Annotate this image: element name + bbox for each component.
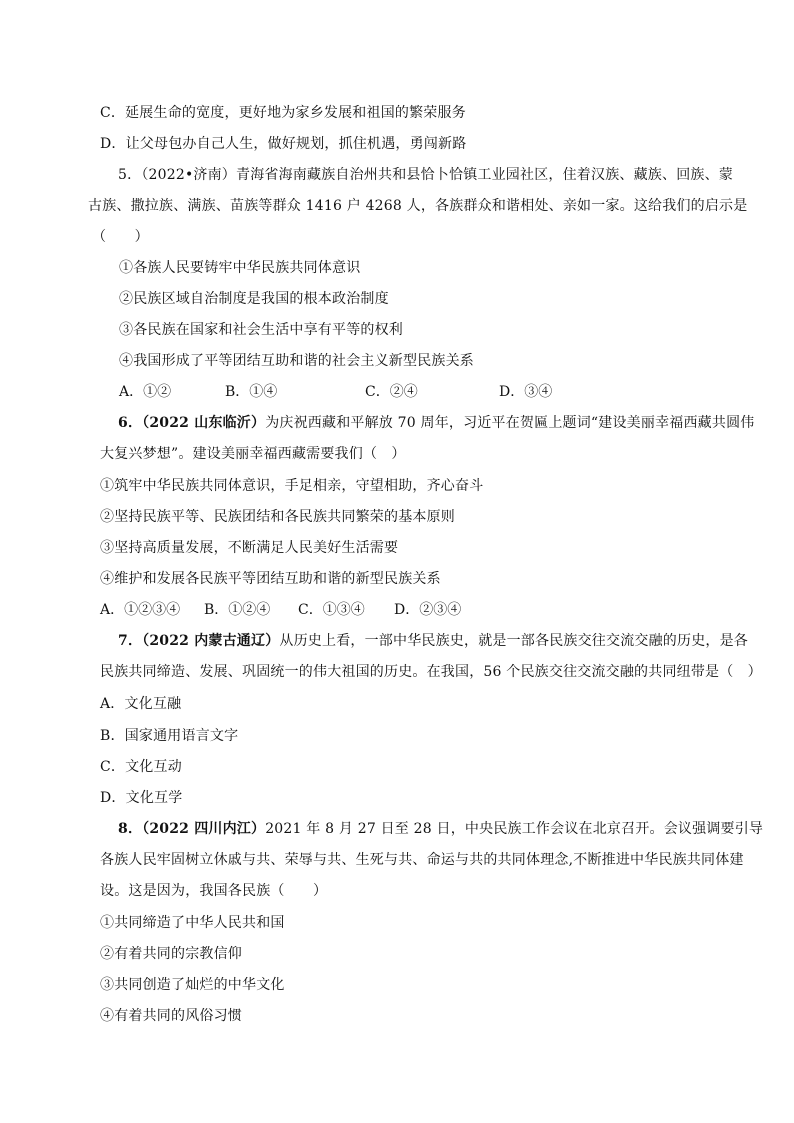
q8-stem-text1: 2021 年 8 月 27 日至 28 日，中央民族工作会议在北京召开。会议强调要引导 (265, 821, 764, 837)
q4-option-c: C．延展生命的宽度，更好地为家乡发展和祖国的繁荣服务 (100, 105, 466, 121)
q8-item-1: ①共同缔造了中华人民共和国 (100, 915, 285, 931)
q5-item-1: ①各族人民要铸牢中华民族共同体意识 (119, 260, 361, 276)
q7-stem-line1 (118, 632, 748, 650)
q5-stem-line3: （ ） (92, 229, 149, 245)
q8-number: 8． (118, 821, 143, 837)
q8-source: （2022 四川内江） (142, 821, 266, 837)
q5-stem-text1: 青海省海南藏族自治州共和县恰卜恰镇工业园社区，住着汉族、藏族、回族、蒙 (236, 167, 733, 183)
q6-item-2: ②坚持民族平等、民族团结和各民族共同繁荣的基本原则 (100, 509, 455, 525)
q5-option-b: B．①④ (225, 384, 278, 400)
q7-stem-line2: 民族共同缔造、发展、巩固统一的伟大祖国的历史。在我国，56 个民族交往交流交融的共同纽带是（ ） (100, 664, 762, 680)
q7-option-b: B．国家通用语言文字 (100, 728, 239, 744)
q7-number: 7． (118, 633, 143, 649)
q6-number: 6． (118, 415, 143, 431)
q5-item-3: ③各民族在国家和社会生活中享有平等的权利 (119, 322, 403, 338)
q5-option-d: D．③④ (499, 384, 553, 400)
q4-option-d: D．让父母包办自己人生，做好规划，抓住机遇，勇闯新路 (100, 136, 467, 152)
q8-stem-line2: 各族人民牢固树立休戚与共、荣辱与共、生死与共、命运与共的共同体理念,不断推进中华民族共同体建 (100, 852, 744, 868)
q8-stem-line1 (118, 820, 763, 838)
q6-option-d: D．②③④ (394, 602, 462, 618)
q7-option-c: C．文化互动 (100, 759, 182, 775)
q6-stem-line2: 大复兴梦想”。建设美丽幸福西藏需要我们（ ） (100, 446, 406, 462)
q7-source: （2022 内蒙古通辽） (142, 633, 280, 649)
q8-item-4: ④有着共同的风俗习惯 (100, 1008, 242, 1024)
q7-option-a: A．文化互融 (100, 696, 182, 712)
q5-stem-line1 (118, 166, 733, 184)
q6-source: （2022 山东临沂） (142, 415, 266, 431)
q5-item-2: ②民族区域自治制度是我国的根本政治制度 (119, 291, 389, 307)
q6-option-b: B．①②④ (204, 602, 271, 618)
q5-item-4: ④我国形成了平等团结互助和谐的社会主义新型民族关系 (119, 353, 474, 369)
q7-stem-text1: 从历史上看，一部中华民族史，就是一部各民族交往交流交融的历史，是各 (279, 633, 749, 649)
q7-option-d: D．文化互学 (100, 790, 183, 806)
q6-item-3: ③坚持高质量发展，不断满足人民美好生活需要 (100, 540, 399, 556)
q6-option-a: A．①②③④ (100, 602, 181, 618)
q8-item-3: ③共同创造了灿烂的中华文化 (100, 977, 285, 993)
q5-number: 5． (118, 167, 142, 183)
q6-stem-line1 (118, 414, 754, 432)
q6-option-c: C．①③④ (298, 602, 365, 618)
q6-stem-text1: 为庆祝西藏和平解放 70 周年，习近平在贺匾上题词“建设美丽幸福西藏共圆伟 (265, 415, 755, 431)
q6-item-4: ④维护和发展各民族平等团结互助和谐的新型民族关系 (100, 571, 441, 587)
q6-item-1: ①筑牢中华民族共同体意识，手足相亲，守望相助，齐心奋斗 (100, 478, 484, 494)
q5-source: （2022•济南） (141, 167, 236, 183)
q8-item-2: ②有着共同的宗教信仰 (100, 946, 242, 962)
q5-option-c: C．②④ (365, 384, 418, 400)
q5-stem-line2: 古族、撒拉族、满族、苗族等群众 1416 户 4268 人，各族群众和谐相处、亲如一家。这给我们的启示是 (88, 198, 748, 214)
q8-stem-line3: 设。这是因为，我国各民族（ ） (100, 883, 328, 899)
q5-option-a: A．①② (119, 384, 172, 400)
